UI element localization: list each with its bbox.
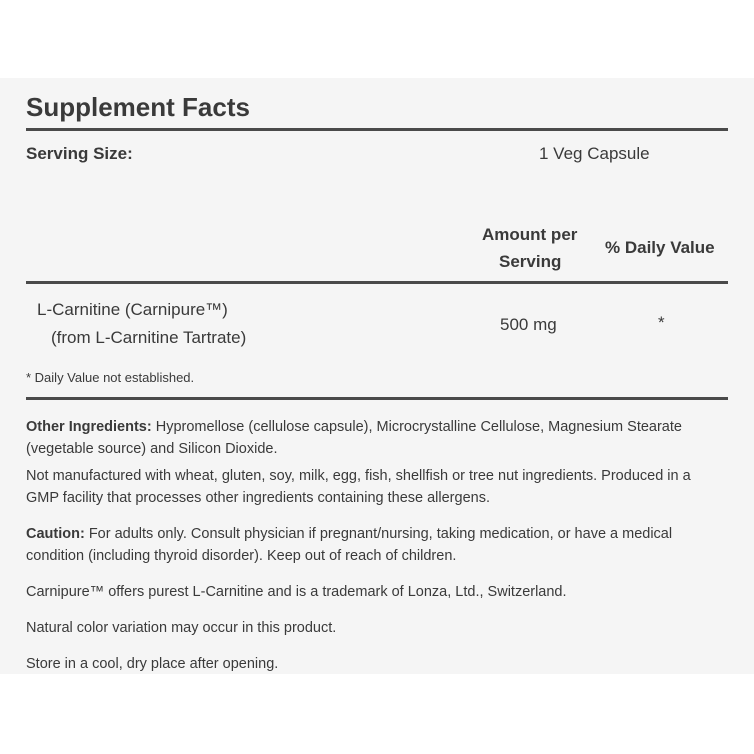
amount-header-line1: Amount per — [482, 225, 578, 244]
serving-size-label: Serving Size: — [26, 144, 133, 163]
color-variation-statement: Natural color variation may occur in this product. — [26, 620, 337, 636]
daily-value-footnote: * Daily Value not established. — [26, 370, 195, 385]
other-ingredients — [26, 416, 726, 460]
storage-statement: Store in a cool, dry place after opening. — [26, 656, 279, 672]
caution-statement — [26, 523, 726, 567]
trademark-statement: Carnipure™ offers purest L-Carnitine and is a trademark of Lonza, Ltd., Switzerland. — [26, 584, 567, 600]
caution-label: Caution: — [26, 526, 85, 542]
ingredient-amount: 500 mg — [500, 315, 557, 334]
amount-header-line2: Serving — [499, 252, 562, 271]
footnote-divider — [26, 397, 728, 400]
title-divider — [26, 128, 728, 131]
caution-text: For adults only. Consult physician if pregnant/nursing, taking medication, or have a medical condition (including thyroid disorder). Keep out of reach of children. — [26, 526, 673, 564]
ingredient-name: L-Carnitine (Carnipure™) — [37, 300, 228, 319]
header-divider — [26, 281, 728, 284]
ingredient-source: (from L-Carnitine Tartrate) — [51, 328, 247, 347]
allergen-statement: Not manufactured with wheat, gluten, soy, milk, egg, fish, shellfish or tree nut ingredients. Produced in a GMP facility that processes other ingredients containing these allergens. — [26, 468, 691, 506]
daily-value-header: % Daily Value — [605, 238, 715, 257]
serving-size-value: 1 Veg Capsule — [539, 144, 650, 163]
ingredient-daily-value: * — [658, 313, 665, 332]
panel-title: Supplement Facts — [26, 92, 250, 122]
other-ingredients-text: Hypromellose (cellulose capsule), Microcrystalline Cellulose, Magnesium Stearate (vegetable source) and Silicon Dioxide. — [26, 419, 682, 457]
other-ingredients-label: Other Ingredients: — [26, 419, 152, 435]
